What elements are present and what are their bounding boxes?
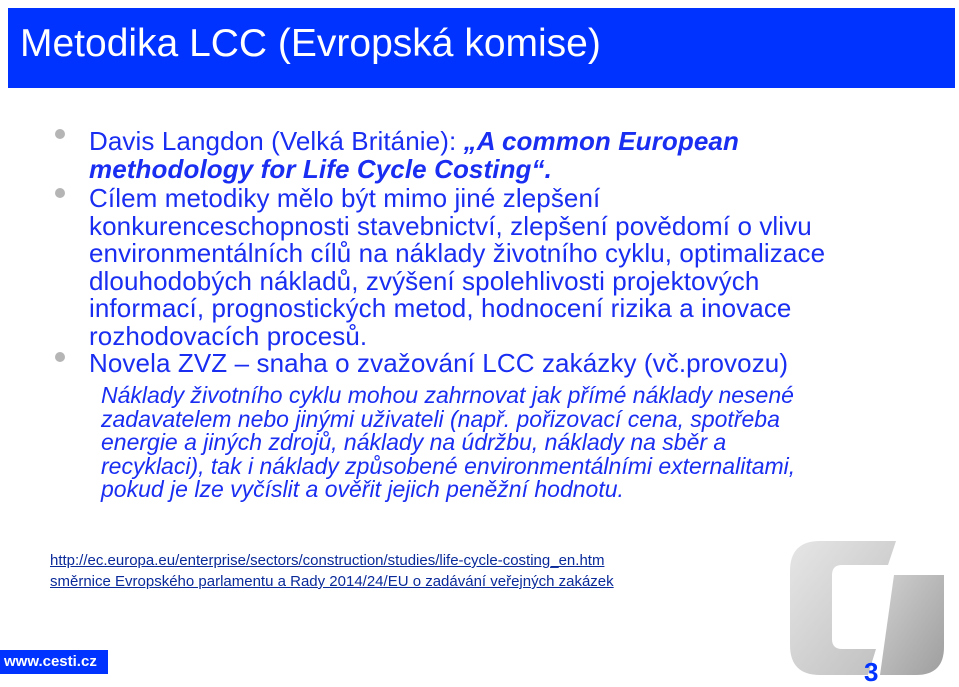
page-number: 3 [864, 657, 879, 687]
definition-line: Náklady životního cyklu mohou zahrnovat jak přímé náklady nesené [101, 382, 794, 408]
definition-line: zadavatelem nebo jinými uživateli (např. pořizovací cena, spotřeba [101, 405, 780, 432]
bullet-2-line: informací, prognostických metod, hodnocení rizika a inovace [89, 293, 792, 323]
slide-title: Metodika LCC (Evropská komise) [20, 22, 601, 65]
bullet-1-emphasis: „A common European [463, 126, 739, 156]
directive-link[interactable]: směrnice Evropského parlamentu a Rady 2014/24/EU o zadávání veřejných zakázek [50, 573, 614, 590]
bullet-1 [89, 128, 739, 183]
bullet-1-line-1 [89, 128, 739, 156]
bullet-1-emphasis: methodology for Life Cycle Costing“. [89, 153, 552, 184]
title-bar [8, 8, 955, 88]
lcc-definition-text [101, 384, 795, 502]
definition-line: pokud je lze vyčíslit a ověřit jejich peněžní hodnotu. [101, 476, 624, 503]
bullet-2-line: dlouhodobých nákladů, zvýšení spolehlivosti projektových [89, 265, 760, 296]
bullet-marker [55, 188, 65, 198]
bullet-2-line: rozhodovacích procesů. [89, 320, 368, 351]
bullet-3 [89, 350, 788, 378]
bullet-1-line-2 [89, 153, 739, 184]
reference-links [50, 550, 614, 592]
bullet-2-line: Cílem metodiky mělo být mimo jiné zlepšení [89, 183, 601, 213]
bullet-1-plain-text: Davis Langdon (Velká Británie): [89, 126, 464, 156]
bullet-marker [55, 352, 65, 362]
ec-europa-link[interactable]: http://ec.europa.eu/enterprise/sectors/construction/studies/life-cycle-costing_en.htm [50, 552, 605, 569]
bullet-3-line: Novela ZVZ – snaha o zvažování LCC zakázky (vč.provozu) [89, 348, 789, 378]
bullet-marker [55, 129, 65, 139]
definition-line: energie a jiných zdrojů, náklady na údržbu, náklady na sběr a [101, 429, 727, 456]
definition-line: recyklaci), tak i náklady způsobené environmentálními externalitami, [101, 452, 796, 479]
bullet-2-line: environmentálních cílů na náklady životního cyklu, optimalizace [89, 238, 826, 268]
bullet-2 [89, 185, 825, 350]
bullet-2-line: konkurenceschopnosti stavebnictví, zlepšení povědomí o vlivu [89, 210, 812, 241]
footer-url[interactable]: www.cesti.cz [0, 650, 108, 674]
